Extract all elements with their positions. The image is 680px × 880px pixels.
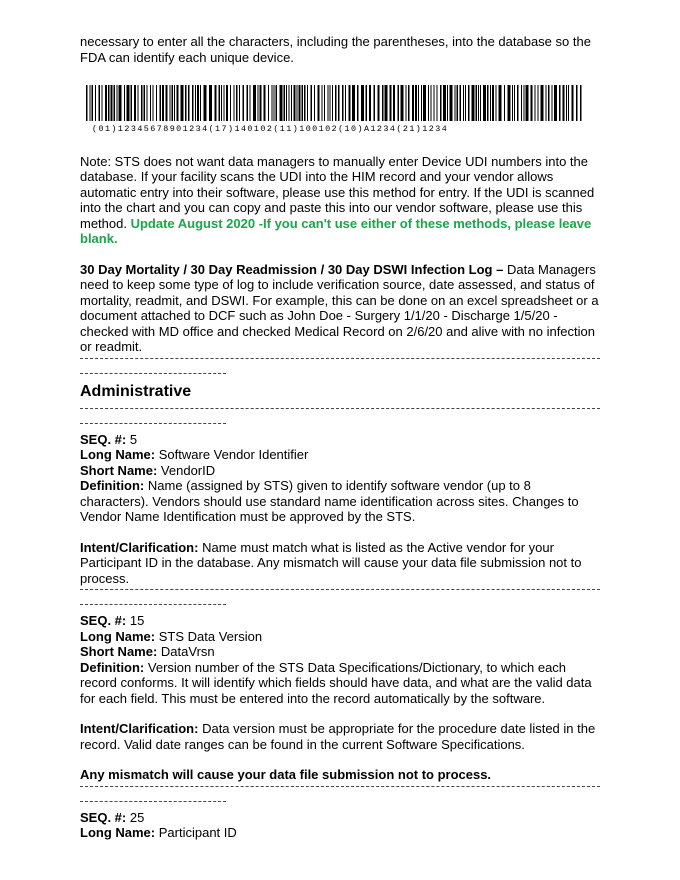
barcode-bar [546, 85, 547, 121]
note-paragraph [80, 154, 600, 247]
barcode-bar [496, 85, 497, 121]
barcode-bar [450, 85, 453, 121]
barcode-bar [239, 85, 240, 121]
barcode-bar [236, 85, 238, 121]
barcode-bar [204, 85, 207, 121]
barcode-bar [264, 85, 266, 121]
barcode-bar [226, 85, 228, 121]
barcode-bar [209, 85, 212, 121]
document-page [80, 34, 600, 841]
barcode-bar [318, 85, 320, 121]
barcode-bar [324, 85, 325, 121]
barcode-bar [302, 85, 304, 121]
intent-label: Intent/Clarification: [80, 539, 199, 555]
barcode-bar [102, 85, 103, 121]
field-entry [80, 613, 600, 783]
definition-value: Name (assigned by STS) given to identify software vendor (up to 8 characters). Vendors should use standard name identification across sites. Changes to Vendor Name Identification must be approved by the STS. [80, 478, 579, 524]
barcode-bar [95, 85, 96, 121]
barcode-bar [465, 85, 466, 121]
divider [80, 589, 600, 590]
barcode-bar [272, 85, 273, 121]
barcode-bar [99, 85, 101, 121]
barcode-bar [314, 85, 315, 121]
divider-short [80, 373, 226, 374]
barcode-bar [345, 85, 346, 121]
barcode-bar [490, 85, 491, 121]
barcode-bar [86, 85, 88, 121]
log-paragraph [80, 262, 600, 355]
barcode-bar [274, 85, 275, 121]
barcode-bar [338, 85, 340, 121]
barcode-bar [108, 85, 110, 121]
barcode-bar [268, 85, 269, 121]
seq-value: 5 [129, 431, 138, 447]
barcode-bar [437, 85, 438, 121]
barcode-bar [195, 85, 196, 121]
barcode-bar [286, 85, 287, 121]
barcode-bar [457, 85, 459, 121]
section-title: Administrative [80, 382, 192, 400]
barcode-bar [554, 85, 557, 121]
barcode-bars [86, 85, 586, 121]
barcode-bar [215, 85, 217, 121]
barcode-bar [304, 85, 306, 121]
barcode-bar [434, 85, 435, 121]
barcode-bar [258, 85, 259, 121]
barcode-bar [153, 85, 154, 121]
short-name-line [80, 463, 600, 479]
barcode-bar [423, 85, 426, 121]
barcode-bar [166, 85, 168, 121]
barcode-digits: (01)12345678901234(17)140102(11)100102(10)A1234(21)1234 [92, 124, 449, 134]
barcode-bar [361, 85, 364, 121]
mismatch-warning [80, 767, 600, 783]
barcode-bar [415, 85, 417, 121]
barcode-bar [431, 85, 432, 121]
barcode-bar [291, 85, 292, 121]
log-heading: 30 Day Mortality / 30 Day Readmission / 30 Day DSWI Infection Log – [80, 261, 507, 277]
barcode-bar [134, 85, 136, 121]
barcode-bar [160, 85, 162, 121]
barcode-bar [401, 85, 404, 121]
barcode-bar [141, 85, 143, 121]
barcode-bar [421, 85, 422, 121]
barcode-bar [250, 85, 251, 121]
barcode-bar [483, 85, 486, 121]
seq-label: SEQ. #: [80, 809, 127, 825]
barcode-bar [568, 85, 569, 121]
barcode-bar [127, 85, 130, 121]
intent-label: Intent/Clarification: [80, 721, 199, 736]
field-entry [80, 432, 600, 587]
long-name-label: Long Name: [80, 447, 156, 462]
barcode-bar [512, 85, 513, 121]
intent-line [80, 540, 600, 587]
long-name-value: STS Data Version [158, 628, 263, 644]
barcode-bar [311, 85, 313, 121]
long-name-label: Long Name: [80, 825, 156, 840]
barcode-bar [580, 85, 582, 121]
barcode-bar [357, 85, 359, 121]
barcode-bar [219, 85, 221, 121]
barcode-bar [289, 85, 290, 121]
barcode-bar [382, 85, 384, 121]
barcode-bar [408, 85, 410, 121]
barcode-bar [460, 85, 462, 121]
barcode-bar [504, 85, 505, 121]
barcode-bar [478, 85, 479, 121]
barcode-bar [322, 85, 323, 121]
barcode-bar [335, 85, 337, 121]
barcode-bar [224, 85, 225, 121]
barcode-bar [576, 85, 578, 121]
barcode-bar [472, 85, 475, 121]
barcode-bar [369, 85, 371, 121]
short-name-value: VendorID [160, 462, 216, 478]
log-text: Data Managers need to keep some type of log to include verification source, date assessed, and status of mortality, readmit, and DSWI. For example, this can be done on an excel spreadsheet or a document attached to DCF such as John Doe - Surgery 1/1/20 - Discharge 1/5/20 - checked with MD office and checked Medical Record on 2/6/20 and alive with no infection or readmit. [80, 261, 599, 354]
barcode-bar [234, 85, 235, 121]
long-name-label: Long Name: [80, 628, 156, 644]
intro-paragraph: necessary to enter all the characters, including the parentheses, into the database so the FDA can identify each unique device. [80, 34, 591, 65]
barcode-bar [332, 85, 333, 121]
barcode-bar [200, 85, 201, 121]
barcode-bar [447, 85, 448, 121]
definition-line [80, 478, 600, 525]
barcode-bar [455, 85, 456, 121]
definition-value: Version number of the STS Data Specifications/Dictionary, to which each record conforms. It will identify which fields should have data, and what are the valid data for each field. This must be entered into the record automatically by the software. [80, 659, 592, 706]
barcode-bar [418, 85, 419, 121]
barcode-bar [147, 85, 148, 121]
seq-label: SEQ. #: [80, 431, 127, 447]
barcode-bar [548, 85, 550, 121]
short-name-value: DataVrsn [160, 644, 215, 659]
barcode-bar [385, 85, 388, 121]
barcode-bar [192, 85, 194, 121]
barcode-bar [124, 85, 125, 121]
barcode-bar [443, 85, 446, 121]
barcode-bar [162, 85, 164, 121]
barcode-bar [105, 85, 107, 121]
seq-label: SEQ. #: [80, 613, 127, 628]
barcode-bar [499, 85, 502, 121]
barcode-bar [144, 85, 146, 121]
barcode-bar [566, 85, 567, 121]
intent-value: Name must match what is listed as the Active vendor for your Participant ID in the database. Any mismatch will cause your data file submission not to process. [80, 539, 582, 586]
barcode-bar [521, 85, 522, 121]
divider [80, 786, 600, 787]
barcode-bar [221, 85, 222, 121]
barcode-bar [90, 85, 91, 121]
barcode-bar [276, 85, 278, 121]
seq-line [80, 613, 600, 629]
barcode-bar [253, 85, 256, 121]
short-name-label: Short Name: [80, 644, 158, 659]
barcode-bar [440, 85, 442, 121]
barcode-bar [393, 85, 395, 121]
barcode-bar [172, 85, 174, 121]
barcode-bar [117, 85, 118, 121]
barcode-bar [280, 85, 283, 121]
definition-label: Definition: [80, 659, 145, 675]
long-name-line [80, 825, 600, 841]
barcode-bar [406, 85, 407, 121]
barcode-bar [390, 85, 392, 121]
barcode-bar [177, 85, 179, 121]
barcode-bar [174, 85, 175, 121]
short-name-line [80, 644, 600, 660]
barcode-bar [307, 85, 308, 121]
field-entry [80, 810, 600, 841]
barcode-bar [111, 85, 113, 121]
barcode-bar [330, 85, 331, 121]
seq-value: 25 [129, 809, 145, 825]
long-name-value: Participant ID [158, 825, 237, 840]
divider-short [80, 423, 226, 424]
barcode-bar [508, 85, 511, 121]
barcode-bar [541, 85, 544, 121]
barcode-bar [328, 85, 329, 121]
barcode-bar [150, 85, 151, 121]
seq-line [80, 810, 600, 826]
barcode-bar [297, 85, 298, 121]
barcode-bar [524, 85, 525, 121]
barcode-bar [517, 85, 519, 121]
barcode-bar [366, 85, 368, 121]
barcode-bar [352, 85, 355, 121]
barcode-bar [119, 85, 122, 121]
barcode-bar [374, 85, 376, 121]
barcode-bar [138, 85, 139, 121]
divider-short [80, 801, 226, 802]
barcode-bar [538, 85, 539, 121]
long-name-line [80, 629, 600, 645]
divider-short [80, 604, 226, 605]
barcode-bar [514, 85, 515, 121]
barcode-bar [260, 85, 262, 121]
mismatch-warning-text: Any mismatch will cause your data file submission not to process. [80, 767, 492, 782]
barcode-bar [492, 85, 494, 121]
barcode-bar [476, 85, 478, 121]
definition-label: Definition: [80, 478, 145, 493]
intent-line [80, 721, 600, 752]
barcode-bar [349, 85, 351, 121]
barcode-bar [114, 85, 116, 121]
update-note: Update August 2020 -If you can't use either of these methods, please leave blank. [80, 215, 592, 246]
barcode-bar [342, 85, 344, 121]
barcode-bar [463, 85, 464, 121]
barcode-bar [563, 85, 565, 121]
long-name-line [80, 447, 600, 463]
barcode-bar [559, 85, 561, 121]
intent-value: Data version must be appropriate for the procedure date listed in the record. Valid date ranges can be found in the current Software Specifications. [80, 721, 596, 752]
barcode-bar [526, 85, 529, 121]
barcode-bar [230, 85, 231, 121]
barcode-bar [181, 85, 184, 121]
barcode-bar [398, 85, 400, 121]
barcode-bar [243, 85, 245, 121]
definition-line [80, 660, 600, 707]
seq-value: 15 [129, 613, 145, 628]
barcode-bar [188, 85, 190, 121]
short-name-label: Short Name: [80, 462, 158, 478]
barcode-bar [412, 85, 414, 121]
barcode-bar [468, 85, 470, 121]
barcode-bar [378, 85, 380, 121]
divider [80, 408, 600, 409]
udi-barcode [86, 85, 594, 138]
barcode-bar [480, 85, 481, 121]
barcode-bar [131, 85, 133, 121]
barcode-bar [552, 85, 553, 121]
barcode-bar [156, 85, 157, 121]
barcode-bar [535, 85, 536, 121]
barcode-bar [428, 85, 429, 121]
barcode-bar [170, 85, 171, 121]
barcode-bar [284, 85, 286, 121]
barcode-bar [531, 85, 533, 121]
barcode-bar [299, 85, 301, 121]
divider [80, 358, 600, 359]
note-text: Note: STS does not want data managers to manually enter Device UDI numbers into the database. If your facility scans the UDI into the HIM record and your vendor allows automatic entry into their software, please use this method for entry. If the UDI is scanned into the chart and you can copy and paste this into our vendor software, please use this method. [80, 153, 595, 231]
barcode-bar [247, 85, 249, 121]
barcode-bar [185, 85, 187, 121]
barcode-bar [197, 85, 199, 121]
barcode-bar [572, 85, 574, 121]
long-name-value: Software Vendor Identifier [158, 447, 309, 462]
barcode-bar [92, 85, 94, 121]
barcode-bar [487, 85, 489, 121]
barcode-bar [294, 85, 296, 121]
seq-line [80, 432, 600, 448]
